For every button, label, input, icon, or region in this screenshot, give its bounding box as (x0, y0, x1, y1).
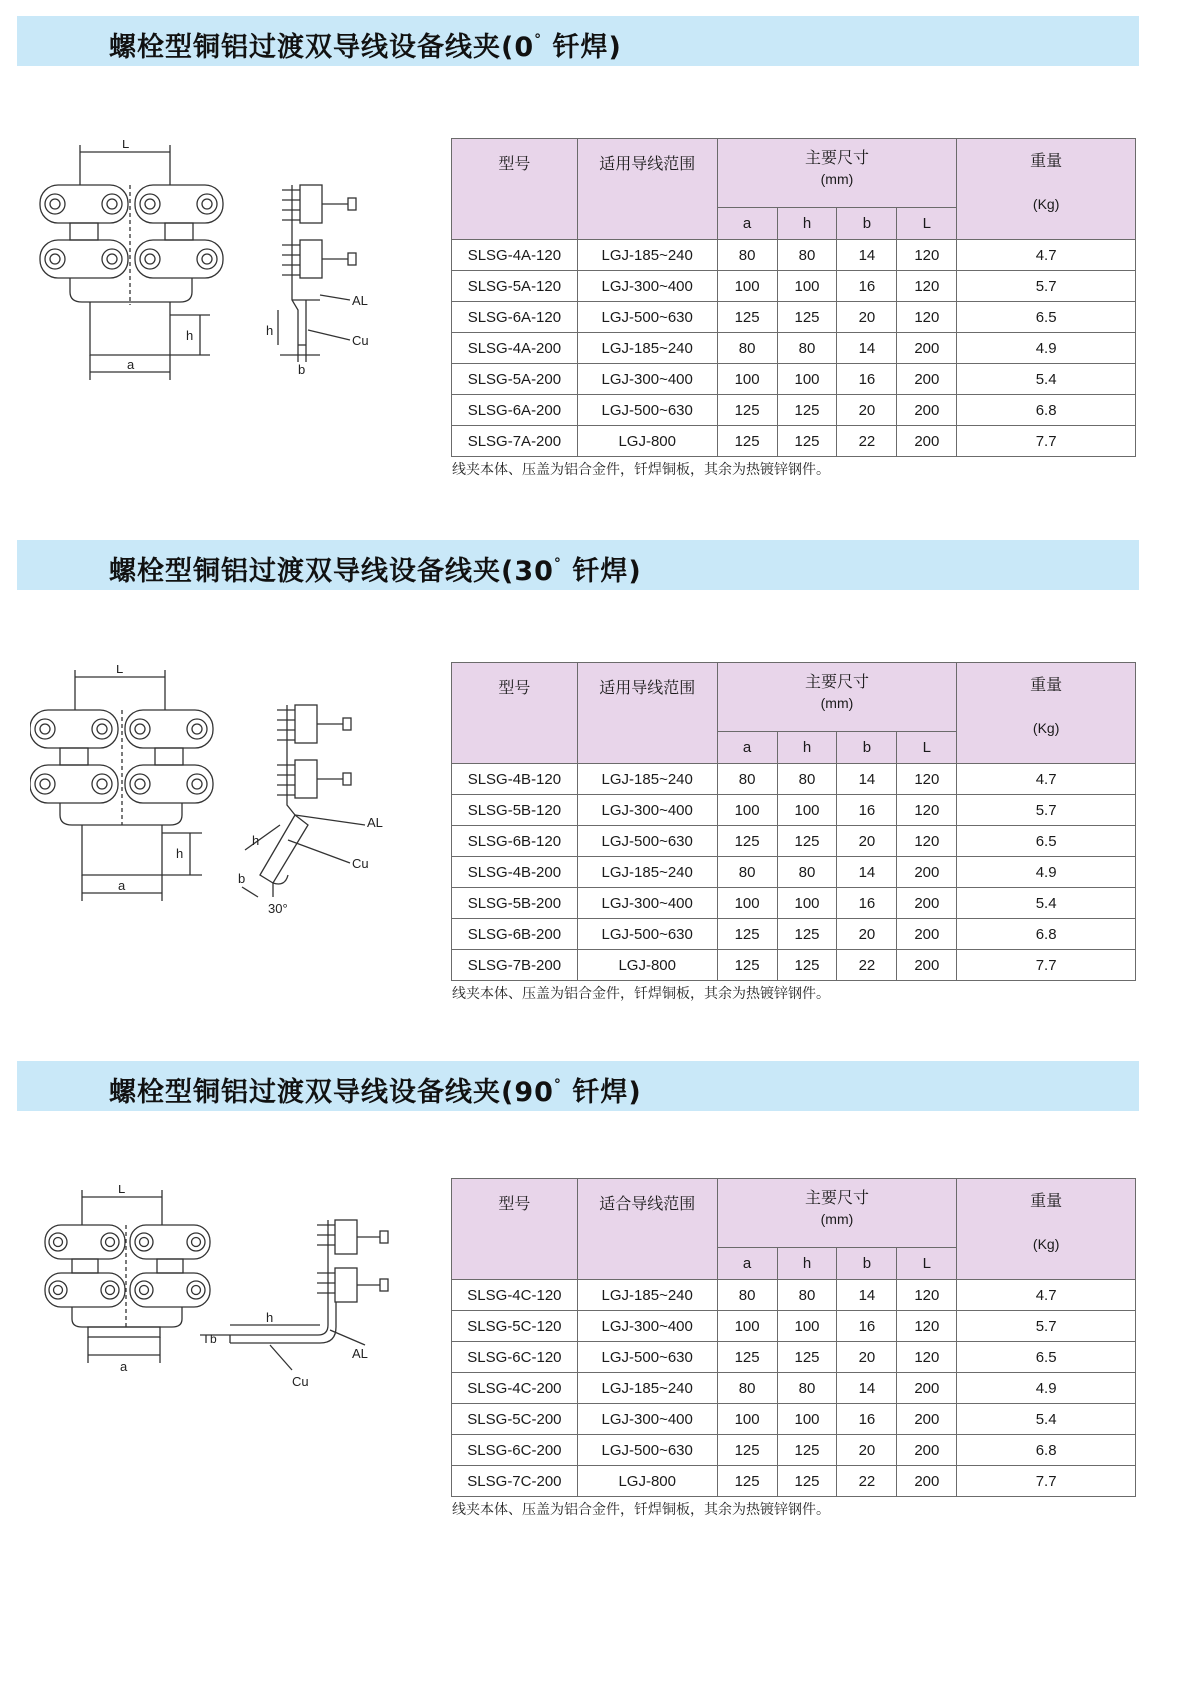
cell-range: LGJ-800 (577, 950, 717, 981)
cell-h: 125 (777, 1466, 837, 1497)
table-row (452, 1466, 1136, 1497)
cell-L: 120 (897, 826, 957, 857)
section-title: 螺栓型铜铝过渡双导线设备线夹(90° 钎焊) (109, 1077, 642, 1108)
table-row (452, 240, 1136, 271)
drawing-label-L: L (122, 140, 130, 151)
cell-h: 100 (777, 795, 837, 826)
cell-L: 200 (897, 950, 957, 981)
table-row (452, 826, 1136, 857)
table-row (452, 364, 1136, 395)
drawing-label-L: L (116, 665, 124, 676)
header-a: a (717, 1248, 777, 1280)
drawing-label-a: a (118, 878, 126, 893)
cell-model: SLSG-6A-120 (452, 302, 578, 333)
header-b: b (837, 208, 897, 240)
cell-model: SLSG-4C-200 (452, 1373, 578, 1404)
cell-model: SLSG-5C-120 (452, 1311, 578, 1342)
cell-weight: 5.7 (957, 271, 1136, 302)
cell-a: 125 (717, 1466, 777, 1497)
cell-h: 80 (777, 1373, 837, 1404)
header-h: h (777, 208, 837, 240)
drawing-label-Cu: Cu (352, 333, 369, 348)
section-title: 螺栓型铜铝过渡双导线设备线夹(30° 钎焊) (109, 556, 642, 587)
cell-weight: 4.7 (957, 240, 1136, 271)
cell-a: 100 (717, 271, 777, 302)
cell-a: 80 (717, 857, 777, 888)
drawing-label-a: a (120, 1359, 128, 1374)
cell-weight: 5.7 (957, 795, 1136, 826)
cell-a: 100 (717, 795, 777, 826)
cell-L: 200 (897, 395, 957, 426)
table-row (452, 888, 1136, 919)
drawing-label-AL: AL (367, 815, 383, 830)
cell-L: 200 (897, 888, 957, 919)
cell-b: 20 (837, 1342, 897, 1373)
cell-a: 100 (717, 1404, 777, 1435)
drawing-label-angle: 30° (268, 901, 288, 916)
cell-h: 125 (777, 302, 837, 333)
header-h: h (777, 1248, 837, 1280)
cell-weight: 5.4 (957, 888, 1136, 919)
cell-range: LGJ-500~630 (577, 826, 717, 857)
drawing-label-h: h (266, 1310, 274, 1325)
cell-L: 120 (897, 1342, 957, 1373)
cell-range: LGJ-500~630 (577, 302, 717, 333)
drawing-label-b: b (210, 1332, 217, 1346)
drawing-label-h-side: h (252, 833, 260, 848)
cell-weight: 7.7 (957, 1466, 1136, 1497)
drawing-label-Cu: Cu (292, 1374, 309, 1389)
cell-range: LGJ-300~400 (577, 271, 717, 302)
section-title: 螺栓型铜铝过渡双导线设备线夹(0° 钎焊) (109, 32, 622, 63)
section-title-banner (17, 16, 1139, 66)
header-weight: 重量 (Kg) (957, 139, 1136, 240)
cell-weight: 4.9 (957, 1373, 1136, 1404)
cell-a: 125 (717, 1435, 777, 1466)
header-weight: 重量 (Kg) (957, 1179, 1136, 1280)
cell-b: 20 (837, 1435, 897, 1466)
cell-L: 200 (897, 1466, 957, 1497)
cell-h: 80 (777, 240, 837, 271)
cell-range: LGJ-500~630 (577, 919, 717, 950)
cell-model: SLSG-4A-200 (452, 333, 578, 364)
cell-a: 80 (717, 1280, 777, 1311)
header-L: L (897, 732, 957, 764)
cell-range: LGJ-300~400 (577, 795, 717, 826)
cell-h: 125 (777, 395, 837, 426)
cell-L: 200 (897, 857, 957, 888)
table-row (452, 950, 1136, 981)
cell-a: 125 (717, 826, 777, 857)
cell-L: 200 (897, 364, 957, 395)
table-row (452, 795, 1136, 826)
cell-a: 100 (717, 364, 777, 395)
drawing-label-L: L (118, 1185, 126, 1196)
cell-a: 125 (717, 919, 777, 950)
cell-h: 125 (777, 919, 837, 950)
cell-b: 20 (837, 395, 897, 426)
cell-h: 100 (777, 888, 837, 919)
cell-L: 120 (897, 240, 957, 271)
cell-b: 14 (837, 1280, 897, 1311)
cell-a: 125 (717, 302, 777, 333)
cell-h: 80 (777, 333, 837, 364)
header-range: 适合导线范围 (577, 1179, 717, 1280)
cell-L: 120 (897, 1280, 957, 1311)
cell-L: 200 (897, 426, 957, 457)
table-row (452, 1342, 1136, 1373)
cell-b: 14 (837, 333, 897, 364)
cell-b: 14 (837, 764, 897, 795)
cell-h: 125 (777, 1435, 837, 1466)
cell-a: 100 (717, 1311, 777, 1342)
cell-range: LGJ-300~400 (577, 364, 717, 395)
cell-model: SLSG-5A-120 (452, 271, 578, 302)
cell-a: 80 (717, 333, 777, 364)
table-row (452, 857, 1136, 888)
cell-model: SLSG-4B-200 (452, 857, 578, 888)
cell-L: 120 (897, 1311, 957, 1342)
table-row (452, 302, 1136, 333)
cell-model: SLSG-5C-200 (452, 1404, 578, 1435)
clamp-drawing-0-degree (30, 140, 400, 420)
cell-a: 125 (717, 395, 777, 426)
cell-model: SLSG-4C-120 (452, 1280, 578, 1311)
table-row (452, 764, 1136, 795)
cell-model: SLSG-4A-120 (452, 240, 578, 271)
drawing-label-h: h (176, 846, 184, 861)
cell-range: LGJ-185~240 (577, 333, 717, 364)
cell-a: 80 (717, 764, 777, 795)
cell-h: 125 (777, 426, 837, 457)
cell-b: 20 (837, 826, 897, 857)
header-h: h (777, 732, 837, 764)
cell-weight: 5.7 (957, 1311, 1136, 1342)
cell-b: 16 (837, 888, 897, 919)
cell-a: 125 (717, 426, 777, 457)
cell-model: SLSG-6A-200 (452, 395, 578, 426)
table-row (452, 1404, 1136, 1435)
drawing-label-AL: AL (352, 293, 368, 308)
table-row (452, 1373, 1136, 1404)
cell-model: SLSG-6B-200 (452, 919, 578, 950)
table-row (452, 1435, 1136, 1466)
cell-L: 120 (897, 764, 957, 795)
cell-model: SLSG-7B-200 (452, 950, 578, 981)
cell-h: 80 (777, 764, 837, 795)
drawing-label-h: h (186, 328, 194, 343)
cell-b: 22 (837, 1466, 897, 1497)
cell-h: 100 (777, 1311, 837, 1342)
cell-range: LGJ-500~630 (577, 1342, 717, 1373)
header-model: 型号 (452, 1179, 578, 1280)
cell-range: LGJ-185~240 (577, 1280, 717, 1311)
material-note: 线夹本体、压盖为铝合金件，钎焊铜板，其余为热镀锌钢件。 (452, 986, 830, 1002)
cell-h: 80 (777, 1280, 837, 1311)
cell-b: 20 (837, 919, 897, 950)
cell-model: SLSG-6C-200 (452, 1435, 578, 1466)
cell-model: SLSG-7A-200 (452, 426, 578, 457)
cell-b: 14 (837, 1373, 897, 1404)
table-row (452, 395, 1136, 426)
drawing-label-Cu: Cu (352, 856, 369, 871)
cell-range: LGJ-800 (577, 1466, 717, 1497)
cell-h: 100 (777, 271, 837, 302)
spec-table (451, 662, 1136, 981)
cell-a: 125 (717, 950, 777, 981)
table-row (452, 426, 1136, 457)
header-weight: 重量 (Kg) (957, 663, 1136, 764)
header-dims: 主要尺寸 (mm) (717, 1179, 957, 1248)
cell-weight: 6.5 (957, 1342, 1136, 1373)
cell-weight: 5.4 (957, 364, 1136, 395)
cell-h: 125 (777, 950, 837, 981)
header-range: 适用导线范围 (577, 139, 717, 240)
cell-h: 125 (777, 826, 837, 857)
cell-b: 16 (837, 1311, 897, 1342)
cell-L: 200 (897, 919, 957, 950)
cell-b: 16 (837, 1404, 897, 1435)
cell-L: 120 (897, 302, 957, 333)
cell-model: SLSG-4B-120 (452, 764, 578, 795)
cell-h: 125 (777, 1342, 837, 1373)
section-title-banner (17, 540, 1139, 590)
material-note: 线夹本体、压盖为铝合金件，钎焊铜板，其余为热镀锌钢件。 (452, 462, 830, 478)
cell-L: 200 (897, 1435, 957, 1466)
header-b: b (837, 1248, 897, 1280)
header-model: 型号 (452, 139, 578, 240)
cell-a: 80 (717, 1373, 777, 1404)
cell-range: LGJ-800 (577, 426, 717, 457)
header-model: 型号 (452, 663, 578, 764)
cell-weight: 4.7 (957, 764, 1136, 795)
cell-h: 80 (777, 857, 837, 888)
clamp-drawing-90-degree (30, 1185, 400, 1445)
cell-model: SLSG-5A-200 (452, 364, 578, 395)
cell-b: 16 (837, 364, 897, 395)
cell-model: SLSG-5B-120 (452, 795, 578, 826)
cell-weight: 4.7 (957, 1280, 1136, 1311)
spec-table (451, 138, 1136, 457)
drawing-label-h-side: h (266, 323, 274, 338)
cell-weight: 6.8 (957, 395, 1136, 426)
header-L: L (897, 1248, 957, 1280)
header-b: b (837, 732, 897, 764)
cell-L: 200 (897, 333, 957, 364)
cell-model: SLSG-6B-120 (452, 826, 578, 857)
cell-a: 80 (717, 240, 777, 271)
header-a: a (717, 732, 777, 764)
cell-weight: 7.7 (957, 950, 1136, 981)
material-note: 线夹本体、压盖为铝合金件，钎焊铜板，其余为热镀锌钢件。 (452, 1502, 830, 1518)
cell-a: 100 (717, 888, 777, 919)
cell-L: 200 (897, 1404, 957, 1435)
cell-range: LGJ-300~400 (577, 888, 717, 919)
header-dims: 主要尺寸 (mm) (717, 139, 957, 208)
table-row (452, 919, 1136, 950)
header-a: a (717, 208, 777, 240)
cell-b: 16 (837, 271, 897, 302)
cell-model: SLSG-7C-200 (452, 1466, 578, 1497)
cell-range: LGJ-185~240 (577, 857, 717, 888)
cell-b: 16 (837, 795, 897, 826)
cell-weight: 5.4 (957, 1404, 1136, 1435)
cell-range: LGJ-300~400 (577, 1404, 717, 1435)
header-L: L (897, 208, 957, 240)
drawing-label-b: b (298, 362, 306, 377)
cell-a: 125 (717, 1342, 777, 1373)
cell-L: 120 (897, 271, 957, 302)
cell-model: SLSG-6C-120 (452, 1342, 578, 1373)
header-dims: 主要尺寸 (mm) (717, 663, 957, 732)
cell-b: 20 (837, 302, 897, 333)
cell-weight: 6.5 (957, 302, 1136, 333)
header-range: 适用导线范围 (577, 663, 717, 764)
cell-L: 200 (897, 1373, 957, 1404)
cell-range: LGJ-500~630 (577, 1435, 717, 1466)
cell-h: 100 (777, 364, 837, 395)
cell-weight: 7.7 (957, 426, 1136, 457)
cell-weight: 6.8 (957, 919, 1136, 950)
cell-model: SLSG-5B-200 (452, 888, 578, 919)
drawing-label-a: a (127, 357, 135, 372)
cell-L: 120 (897, 795, 957, 826)
drawing-label-AL: AL (352, 1346, 368, 1361)
table-row (452, 271, 1136, 302)
spec-table (451, 1178, 1136, 1497)
table-row (452, 333, 1136, 364)
cell-range: LGJ-500~630 (577, 395, 717, 426)
cell-range: LGJ-185~240 (577, 1373, 717, 1404)
cell-weight: 6.8 (957, 1435, 1136, 1466)
drawing-label-b: b (238, 871, 246, 886)
cell-range: LGJ-185~240 (577, 764, 717, 795)
cell-weight: 6.5 (957, 826, 1136, 857)
table-row (452, 1280, 1136, 1311)
cell-b: 22 (837, 426, 897, 457)
cell-b: 14 (837, 857, 897, 888)
cell-weight: 4.9 (957, 857, 1136, 888)
cell-b: 14 (837, 240, 897, 271)
cell-range: LGJ-300~400 (577, 1311, 717, 1342)
cell-h: 100 (777, 1404, 837, 1435)
cell-b: 22 (837, 950, 897, 981)
table-row (452, 1311, 1136, 1342)
clamp-drawing-30-degree (30, 665, 400, 945)
section-title-banner (17, 1061, 1139, 1111)
cell-weight: 4.9 (957, 333, 1136, 364)
cell-range: LGJ-185~240 (577, 240, 717, 271)
